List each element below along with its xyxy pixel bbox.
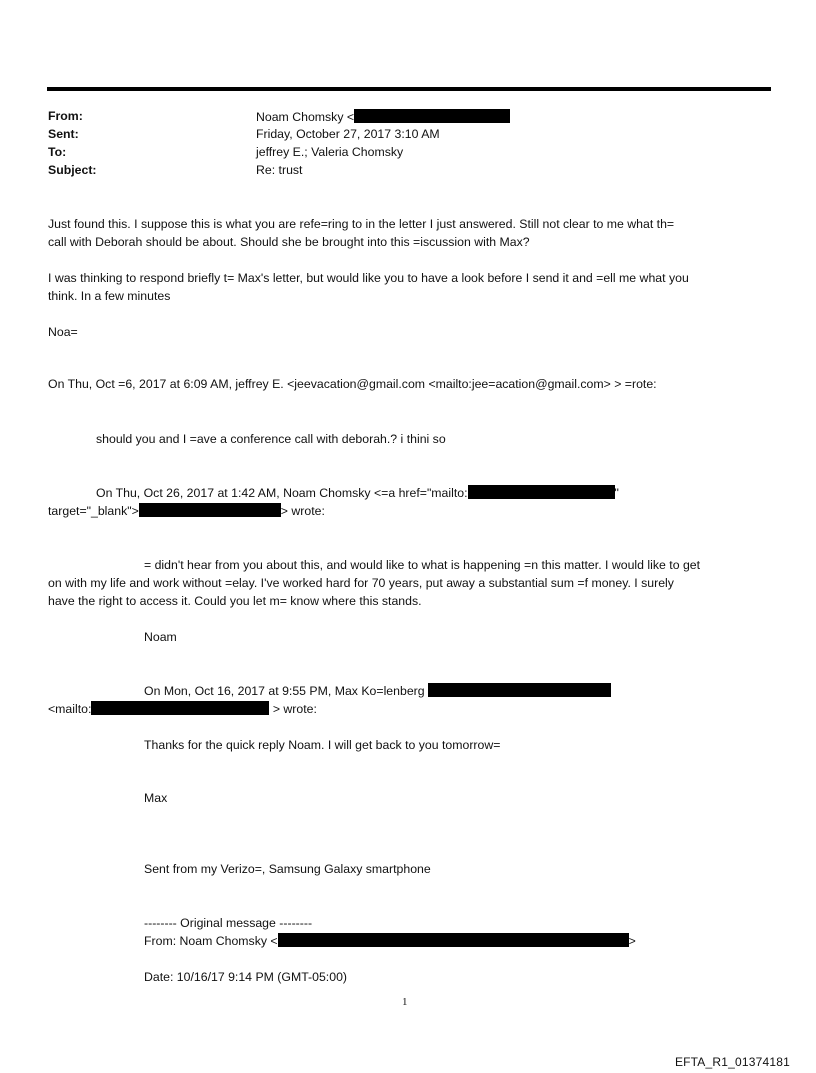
- bates-number: EFTA_R1_01374181: [674, 1055, 790, 1069]
- redaction-block: [91, 701, 269, 715]
- sent-value: Friday, October 27, 2017 3:10 AM: [256, 127, 440, 141]
- quote-header-text: > wrote:: [269, 702, 317, 716]
- original-from-text: From: Noam Chomsky <: [144, 934, 278, 948]
- signature: Max: [144, 791, 168, 805]
- page-number: 1: [402, 996, 408, 1008]
- quote-header: [96, 484, 619, 502]
- quote-header: [48, 502, 325, 520]
- body-line: call with Deborah should be about. Should she be brought into this =iscussion with Max?: [48, 235, 530, 249]
- body-line: Just found this. I suppose this is what you are refe=ring to in the letter I just answered. Still not clear to me what th=: [48, 217, 675, 231]
- sent-label: Sent:: [48, 127, 79, 141]
- subject-value: Re: trust: [256, 163, 303, 177]
- sent-from-line: Sent from my Verizo=, Samsung Galaxy smartphone: [144, 862, 431, 876]
- quote-header-text: <mailto:: [48, 702, 92, 716]
- redaction-block: [428, 683, 611, 697]
- quote-header-text: On Thu, Oct 26, 2017 at 1:42 AM, Noam Chomsky <=a href="mailto:: [96, 486, 468, 500]
- quote-body: Thanks for the quick reply Noam. I will get back to you tomorrow=: [144, 738, 501, 752]
- quote-header-text: target="_blank">: [48, 504, 139, 518]
- quote-header: [48, 700, 317, 718]
- quote-header-text: > wrote:: [280, 504, 325, 518]
- subject-label: Subject:: [48, 163, 97, 177]
- header-rule: [47, 87, 771, 91]
- redaction-block: [139, 503, 281, 517]
- redaction-block: [354, 109, 510, 123]
- quote-header-text: On Mon, Oct 16, 2017 at 9:55 PM, Max Ko=lenberg: [144, 684, 425, 698]
- from-label: From:: [48, 109, 83, 123]
- quote-header: [144, 682, 611, 700]
- original-message-divider: -------- Original message --------: [144, 916, 313, 930]
- original-date: Date: 10/16/17 9:14 PM (GMT-05:00): [144, 970, 348, 984]
- signature: Noam: [144, 630, 177, 644]
- quote-body: = didn't hear from you about this, and would like to what is happening =n this matter. I would like to get: [144, 558, 701, 572]
- body-line: think. In a few minutes: [48, 289, 171, 303]
- signature: Noa=: [48, 325, 78, 339]
- quote-body: should you and I =ave a conference call with deborah.? i thini so: [96, 432, 446, 446]
- quote-header: On Thu, Oct =6, 2017 at 6:09 AM, jeffrey E. <jeevacation@gmail.com <mailto:jee=acation@gmail.com> > =rote:: [48, 377, 657, 391]
- redaction-block: [468, 485, 615, 499]
- quote-body: have the right to access it. Could you let m= know where this stands.: [48, 594, 422, 608]
- to-label: To:: [48, 145, 67, 159]
- original-from-text: >: [628, 934, 636, 948]
- quote-body: on with my life and work without =elay. I've worked hard for 70 years, put away a substantial sum =f money. I surely: [48, 576, 674, 590]
- body-line: I was thinking to respond briefly t= Max's letter, but would like you to have a look before I send it and =ell me what you: [48, 271, 689, 285]
- from-name: Noam Chomsky <: [256, 110, 355, 124]
- from-value: [256, 109, 510, 124]
- original-from: [144, 932, 636, 950]
- redaction-block: [278, 933, 629, 947]
- to-value: jeffrey E.; Valeria Chomsky: [256, 145, 404, 159]
- quote-header-text: ": [614, 486, 619, 500]
